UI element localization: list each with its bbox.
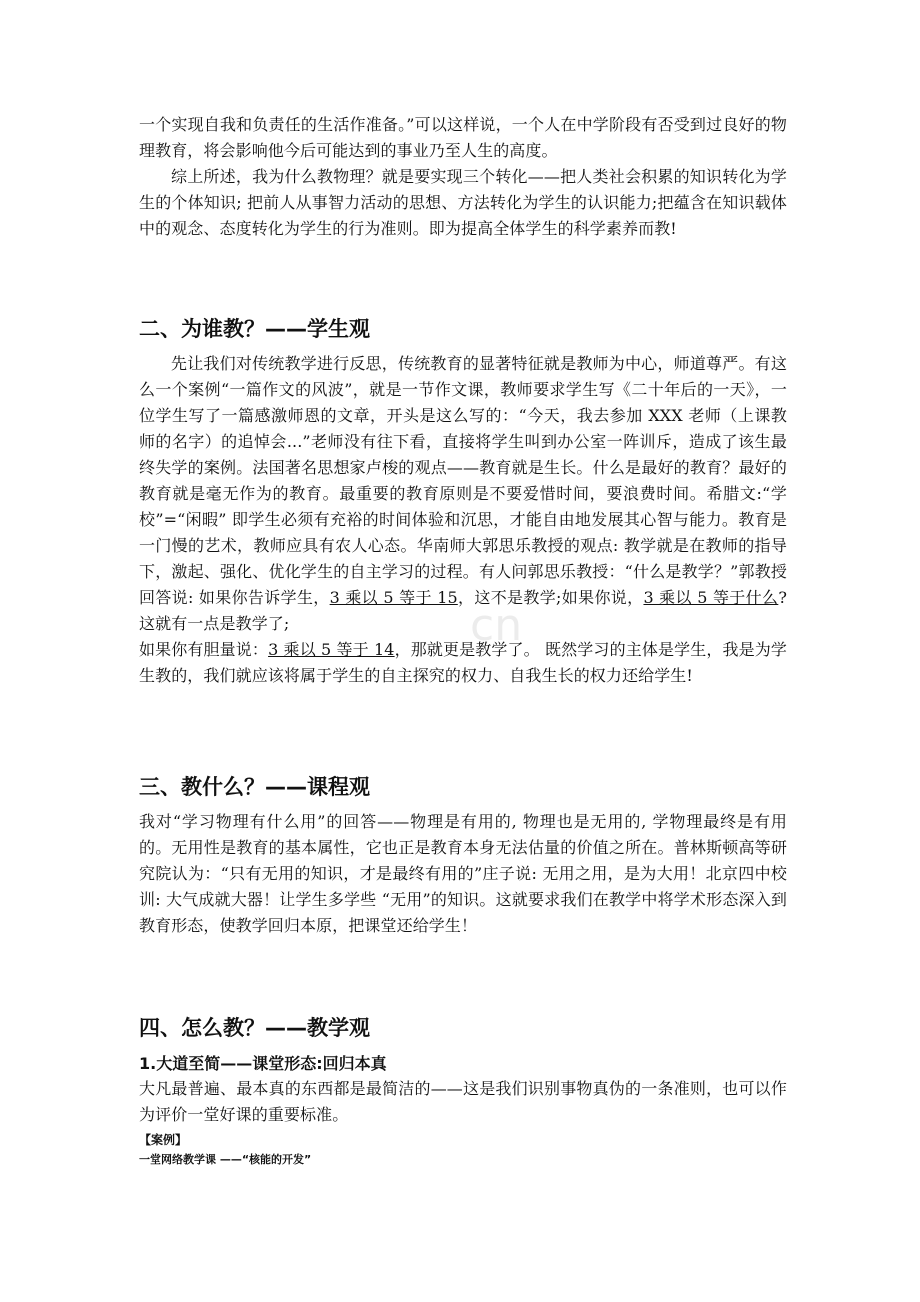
section-4-subheading: 1.大道至简——课堂形态:回归本真 (139, 1054, 387, 1073)
underlined-example-2: 3 乘以 5 等于什么 (643, 588, 779, 607)
section-3-heading: 三、教什么？——课程观 (139, 775, 370, 799)
section-2-heading: 二、为谁教？——学生观 (139, 317, 370, 341)
watermark: cn (470, 600, 523, 651)
section-2 (139, 314, 787, 344)
underlined-example-3: 3 乘以 5 等于 14 (268, 640, 395, 659)
section-4-heading: 四、怎么教？——教学观 (139, 1016, 370, 1040)
intro-block (139, 112, 787, 242)
section-2-body (139, 351, 787, 689)
section-2-paragraph-1: 先让我们对传统教学进行反思，传统教育的显著特征就是教师为中心，师道尊严。有这么一个案例“一篇作文的风波”，就是一节作文课，教师要求学生写《二十年后的一天》，一位学生写了一篇感激师恩的文章，开头是这么写的：“今天，我去参加 XXX 老师（上课教师的名字）的追悼会...”老师没有往下看，直接将学生叫到办公室一阵训斥，造成了该生最终失学的案例。法国著名思想家卢梭的观点——教育就是生长。什么是最好的教育？最好的教育就是毫无作为的教育。最重要的教育原则是不要爱惜时间，要浪费时间。希腊文:“学校”=“闲暇” 即学生必须有充裕的时间体验和沉思，才能自由地发展其心智与能力。教育是一门慢的艺术，教师应具有农人心态。华南师大郭思乐教授的观点: 教学就是在教师的指导下，激起、强化、优化学生的自主学习的过程。有人问郭思乐教授：“什么是教学？”郭教授回答说: 如果你告诉学生，3 乘以 5 等于 15，这不是教学;如果你说，3 乘以 5 等于什么? 这就有一点是教学了; (139, 354, 788, 633)
section-3-body (139, 809, 787, 939)
section-4-body (139, 1052, 787, 1170)
case-label: 【案例】 (139, 1133, 188, 1147)
section-3-paragraph: 我对“学习物理有什么用”的回答——物理是有用的, 物理也是无用的, 学物理最终是有用的。无用性是教育的基本属性，它也正是教育本身无法估量的价值之所在。普林斯顿高等研究院认为：“只有无用的知识，才是最终有用的”庄子说: 无用之用，是为大用！北京四中校训: 大气成就大器！让学生多学些 “无用”的知识。这就要求我们在教学中将学术形态深入到教育形态，使教学回归本原，把课堂还给学生！ (139, 812, 787, 935)
section-4 (139, 1013, 787, 1043)
section-3 (139, 772, 787, 802)
section-4-paragraph: 大凡最普遍、最本真的东西都是最简洁的——这是我们识别事物真伪的一条准则，也可以作为评价一堂好课的重要标准。 (139, 1079, 787, 1124)
intro-paragraph-2: 综上所述，我为什么教物理？就是要实现三个转化——把人类社会积累的知识转化为学生的个体知识; 把前人从事智力活动的思想、方法转化为学生的认识能力;把蕴含在知识载体中的观念、态度转化为学生的行为准则。即为提高全体学生的科学素养而教! (139, 167, 787, 238)
section-2-paragraph-2: 如果你有胆量说：3 乘以 5 等于 14，那就更是教学了。 既然学习的主体是学生，我是为学生教的，我们就应该将属于学生的自主探究的权力、自我生长的权力还给学生! (139, 640, 787, 685)
underlined-example-1: 3 乘以 5 等于 15 (329, 588, 458, 607)
case-title: 一堂网络教学课 ——“核能的开发” (139, 1153, 312, 1166)
intro-paragraph-1: 一个实现自我和负责任的生活作准备。”可以这样说，一个人在中学阶段有否受到过良好的物理教育，将会影响他今后可能达到的事业乃至人生的高度。 (139, 115, 787, 160)
